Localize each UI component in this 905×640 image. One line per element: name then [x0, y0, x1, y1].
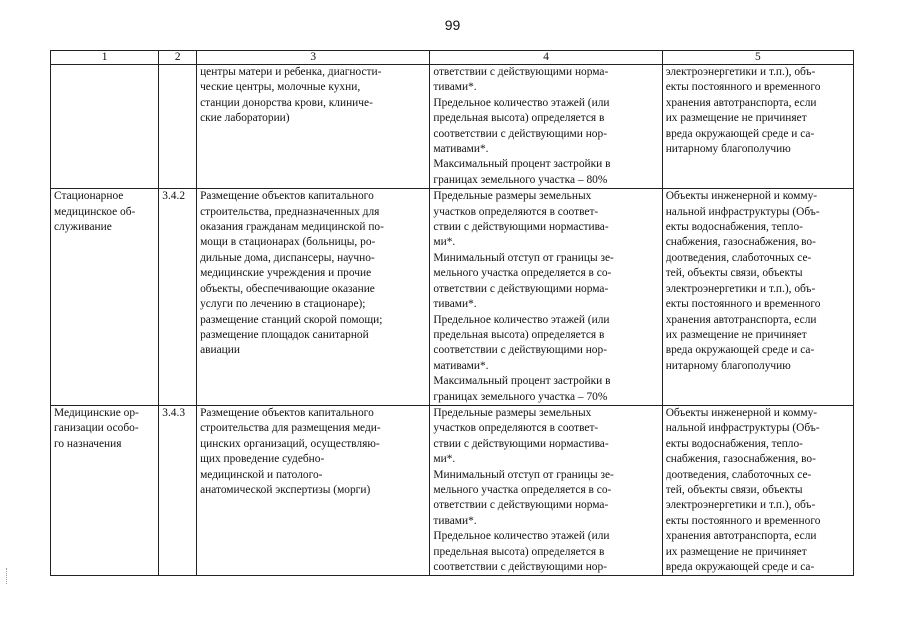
- text-line: екты постоянного и временного: [665, 81, 821, 94]
- text-line: медицинские учреждения и прочие: [200, 267, 372, 280]
- text-line: электроэнергетики и т.п.), объ-: [665, 499, 816, 512]
- text-line: авиации: [200, 344, 240, 357]
- use-code-cell: 3.4.2: [159, 189, 197, 406]
- text-line: доотведения, слаботочных се-: [665, 468, 812, 481]
- header-cell-3: 3: [197, 51, 430, 65]
- text-line: хранения автотранспорта, если: [665, 530, 817, 543]
- text-line: екты водоснабжения, тепло-: [665, 437, 803, 450]
- use-description-cell: [197, 65, 430, 189]
- text-line: тивами*.: [433, 514, 477, 527]
- text-line: Предельное количество этажей (или: [433, 530, 610, 543]
- text-line: Стационарное: [54, 190, 124, 203]
- text-line: екты постоянного и временного: [665, 514, 821, 527]
- text-line: тивами*.: [433, 298, 477, 311]
- text-line: Объекты инженерной и комму-: [665, 190, 818, 203]
- text-line: вреда окружающей среде и са-: [665, 344, 815, 357]
- text-line: Предельные размеры земельных: [433, 190, 592, 203]
- header-cell-2: 2: [159, 51, 197, 65]
- text-line: их размещение не причиняет: [665, 545, 807, 558]
- text-line: го назначения: [54, 437, 122, 450]
- text-line: хранения автотранспорта, если: [665, 96, 817, 109]
- use-name-cell: [51, 189, 159, 406]
- text-line: Размещение объектов капитального: [200, 406, 374, 419]
- text-line: ствии с действующими нормастива-: [433, 221, 609, 234]
- text-line: доотведения, слаботочных се-: [665, 251, 812, 264]
- page-number: 99: [444, 17, 461, 33]
- text-line: электроэнергетики и т.п.), объ-: [665, 66, 816, 78]
- text-line: строительства, предназначенных для: [200, 205, 380, 218]
- text-line: ответствии с действующими норма-: [433, 66, 609, 78]
- text-line: предельная высота) определяется в: [433, 545, 605, 558]
- text-line: медицинское об-: [54, 205, 136, 218]
- text-line: услуги по лечению в стационаре);: [200, 298, 366, 311]
- text-line: их размещение не причиняет: [665, 328, 807, 341]
- text-line: предельная высота) определяется в: [433, 328, 605, 341]
- text-line: ответствии с действующими норма-: [433, 282, 609, 295]
- text-line: Объекты инженерной и комму-: [665, 406, 818, 419]
- text-line: размещение площадок санитарной: [200, 328, 369, 341]
- text-line: служивание: [54, 221, 112, 234]
- text-line: объекты, обеспечивающие оказание: [200, 282, 375, 295]
- use-code-cell: [159, 65, 197, 189]
- text-line: мативами*.: [433, 143, 489, 156]
- text-line: тей, объекты связи, объекты: [665, 267, 803, 280]
- text-line: медицинской и патолого-: [200, 468, 323, 481]
- text-line: ческие центры, молочные кухни,: [200, 81, 361, 94]
- text-line: Размещение объектов капитального: [200, 190, 374, 203]
- text-line: станции донорства крови, клиниче-: [200, 96, 373, 109]
- use-description-cell: [197, 189, 430, 406]
- text-line: снабжения, газоснабжения, во-: [665, 236, 816, 249]
- land-use-table: [50, 50, 854, 576]
- text-line: ствии с действующими нормастива-: [433, 437, 609, 450]
- text-line: ми*.: [433, 236, 456, 249]
- text-line: анатомической экспертизы (морги): [200, 483, 371, 496]
- parameters-cell: [430, 189, 662, 406]
- text-line: Предельные размеры земельных: [433, 406, 592, 419]
- parameters-cell: [430, 405, 662, 575]
- use-code-cell: 3.4.3: [159, 405, 197, 575]
- text-line: ответствии с действующими норма-: [433, 499, 609, 512]
- text-line: мельного участка определяется в со-: [433, 267, 612, 280]
- text-line: цинских организаций, осуществляю-: [200, 437, 380, 450]
- text-line: Предельное количество этажей (или: [433, 313, 610, 326]
- text-line: ми*.: [433, 453, 456, 466]
- text-line: дильные дома, диспансеры, научно-: [200, 251, 375, 264]
- text-line: предельная высота) определяется в: [433, 112, 605, 125]
- use-name-cell: [51, 65, 159, 189]
- text-line: Максимальный процент застройки в: [433, 375, 611, 388]
- use-description-cell: [197, 405, 430, 575]
- text-line: вреда окружающей среде и са-: [665, 561, 815, 573]
- text-line: нитарному благополучию: [665, 359, 791, 372]
- auxiliary-uses-cell: [662, 405, 853, 575]
- text-line: екты постоянного и временного: [665, 298, 821, 311]
- text-line: щих проведение судебно-: [200, 453, 325, 466]
- text-line: границах земельного участка – 70%: [433, 390, 608, 403]
- text-line: ганизации особо-: [54, 422, 139, 435]
- text-line: мощи в стационарах (больницы, ро-: [200, 236, 376, 249]
- header-cell-5: 5: [662, 51, 853, 65]
- text-line: ские лаборатории): [200, 112, 290, 125]
- table-row: [51, 65, 854, 189]
- header-cell-1: 1: [51, 51, 159, 65]
- text-line: мельного участка определяется в со-: [433, 483, 612, 496]
- text-line: нальной инфраструктуры (Объ-: [665, 205, 820, 218]
- text-line: электроэнергетики и т.п.), объ-: [665, 282, 816, 295]
- text-line: соответствии с действующими нор-: [433, 561, 607, 573]
- text-line: соответствии с действующими нор-: [433, 344, 607, 357]
- text-line: Минимальный отступ от границы зе-: [433, 468, 614, 481]
- text-line: Предельное количество этажей (или: [433, 96, 610, 109]
- text-line: границах земельного участка – 80%: [433, 173, 608, 186]
- header-cell-4: 4: [430, 51, 662, 65]
- text-line: Минимальный отступ от границы зе-: [433, 251, 614, 264]
- text-line: мативами*.: [433, 359, 489, 372]
- text-line: участков определяются в соответ-: [433, 422, 599, 435]
- text-line: тивами*.: [433, 81, 477, 94]
- text-line: размещение станций скорой помощи;: [200, 313, 383, 326]
- parameters-cell: [430, 65, 662, 189]
- text-line: снабжения, газоснабжения, во-: [665, 453, 816, 466]
- text-line: вреда окружающей среде и са-: [665, 127, 815, 140]
- text-line: Медицинские ор-: [54, 406, 139, 419]
- text-line: центры матери и ребенка, диагности-: [200, 66, 382, 78]
- text-line: екты водоснабжения, тепло-: [665, 221, 803, 234]
- text-line: хранения автотранспорта, если: [665, 313, 817, 326]
- text-line: строительства для размещения меди-: [200, 422, 381, 435]
- table-row: [51, 189, 854, 406]
- table-row: [51, 405, 854, 575]
- text-line: их размещение не причиняет: [665, 112, 807, 125]
- auxiliary-uses-cell: [662, 189, 853, 406]
- text-line: нитарному благополучию: [665, 143, 791, 156]
- text-line: оказания гражданам медицинской по-: [200, 221, 384, 234]
- text-line: соответствии с действующими нор-: [433, 127, 607, 140]
- text-line: участков определяются в соответ-: [433, 205, 599, 218]
- header-row: [51, 51, 854, 65]
- margin-mark: [6, 568, 11, 584]
- use-name-cell: [51, 405, 159, 575]
- text-line: Максимальный процент застройки в: [433, 158, 611, 171]
- text-line: нальной инфраструктуры (Объ-: [665, 422, 820, 435]
- text-line: тей, объекты связи, объекты: [665, 483, 803, 496]
- auxiliary-uses-cell: [662, 65, 853, 189]
